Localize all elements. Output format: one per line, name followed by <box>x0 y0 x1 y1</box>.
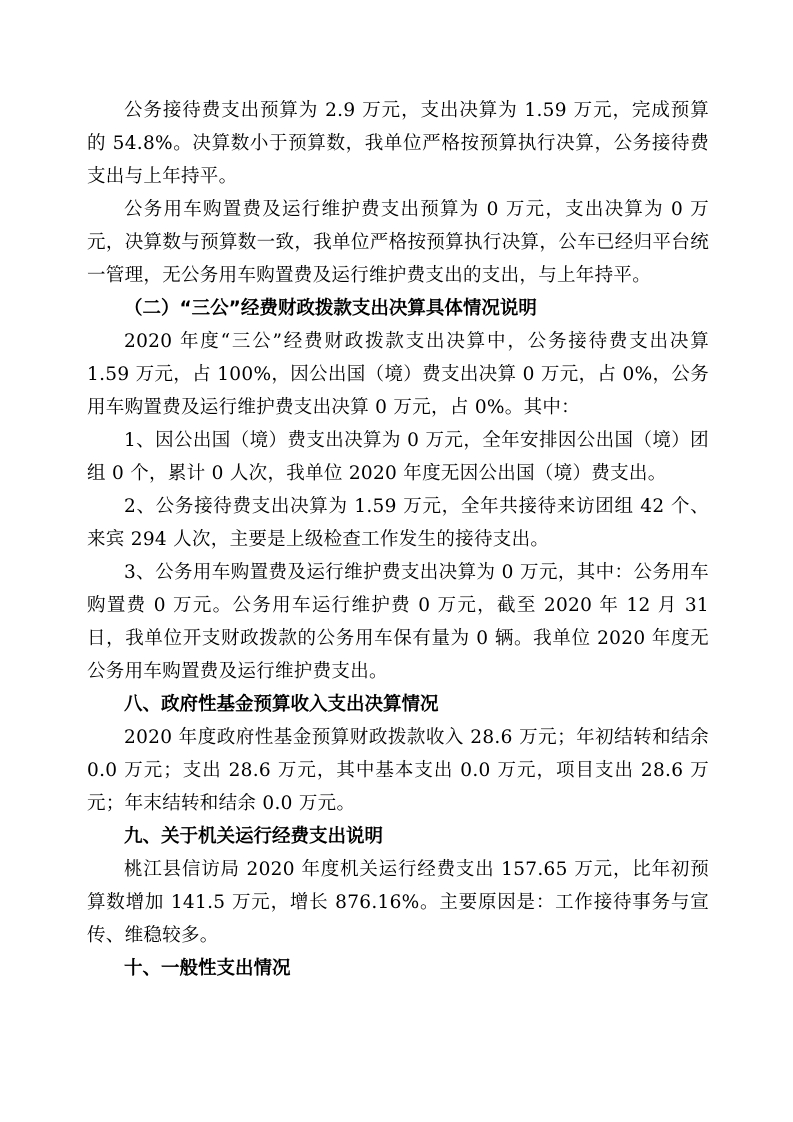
paragraph-overseas-travel: 1、因公出国（境）费支出决算为 0 万元，全年安排因公出国（境）团组 0 个，累计 0 人次，我单位 2020 年度无因公出国（境）费支出。 <box>87 430 709 484</box>
paragraph-hospitality-detail: 2、公务接待费支出决算为 1.59 万元，全年共接待来访团组 42 个、来宾 294 人次，主要是上级检查工作发生的接待支出。 <box>87 496 709 550</box>
paragraph-operating-expenses: 桃江县信访局 2020 年度机关运行经费支出 157.65 万元，比年初预算数增加 141.5 万元，增长 876.16%。主要原因是：工作接待事务与宣传、维稳较多。 <box>87 859 709 946</box>
heading-general-expenditure: 十、一般性支出情况 <box>124 958 291 979</box>
paragraph-three-public-summary: 2020 年度“三公”经费财政拨款支出决算中，公务接待费支出决算 1.59 万元，占 100%，因公出国（境）费支出决算 0 万元，占 0%，公务用车购置费及运行维护费支出决算 0 万元，占 0%。其中： <box>87 331 709 418</box>
paragraph-government-fund: 2020 年度政府性基金预算财政拨款收入 28.6 万元；年初结转和结余 0.0 万元；支出 28.6 万元，其中基本支出 0.0 万元，项目支出 28.6 万元；年末结转和结余 0.0 万元。 <box>87 727 709 814</box>
heading-government-fund: 八、政府性基金预算收入支出决算情况 <box>124 694 439 715</box>
paragraph-vehicle-budget: 公务用车购置费及运行维护费支出预算为 0 万元，支出决算为 0 万元，决算数与预算数一致，我单位严格按预算执行决算，公车已经归平台统一管理，无公务用车购置费及运行维护费支出的支出，与上年持平。 <box>87 199 709 286</box>
paragraph-vehicle-detail: 3、公务用车购置费及运行维护费支出决算为 0 万元，其中：公务用车购置费 0 万元。公务用车运行维护费 0 万元，截至 2020 年 12 月 31 日，我单位开支财政拨款的公务用车保有量为 0 辆。我单位 2020 年度无公务用车购置费及运行维护费支出。 <box>87 562 709 682</box>
heading-operating-expenses: 九、关于机关运行经费支出说明 <box>124 826 384 847</box>
paragraph-hospitality-budget: 公务接待费支出预算为 2.9 万元，支出决算为 1.59 万元，完成预算的 54.8%。决算数小于预算数，我单位严格按预算执行决算，公务接待费支出与上年持平。 <box>87 100 709 187</box>
heading-three-public-details: （二）“三公”经费财政拨款支出决算具体情况说明 <box>124 298 537 319</box>
